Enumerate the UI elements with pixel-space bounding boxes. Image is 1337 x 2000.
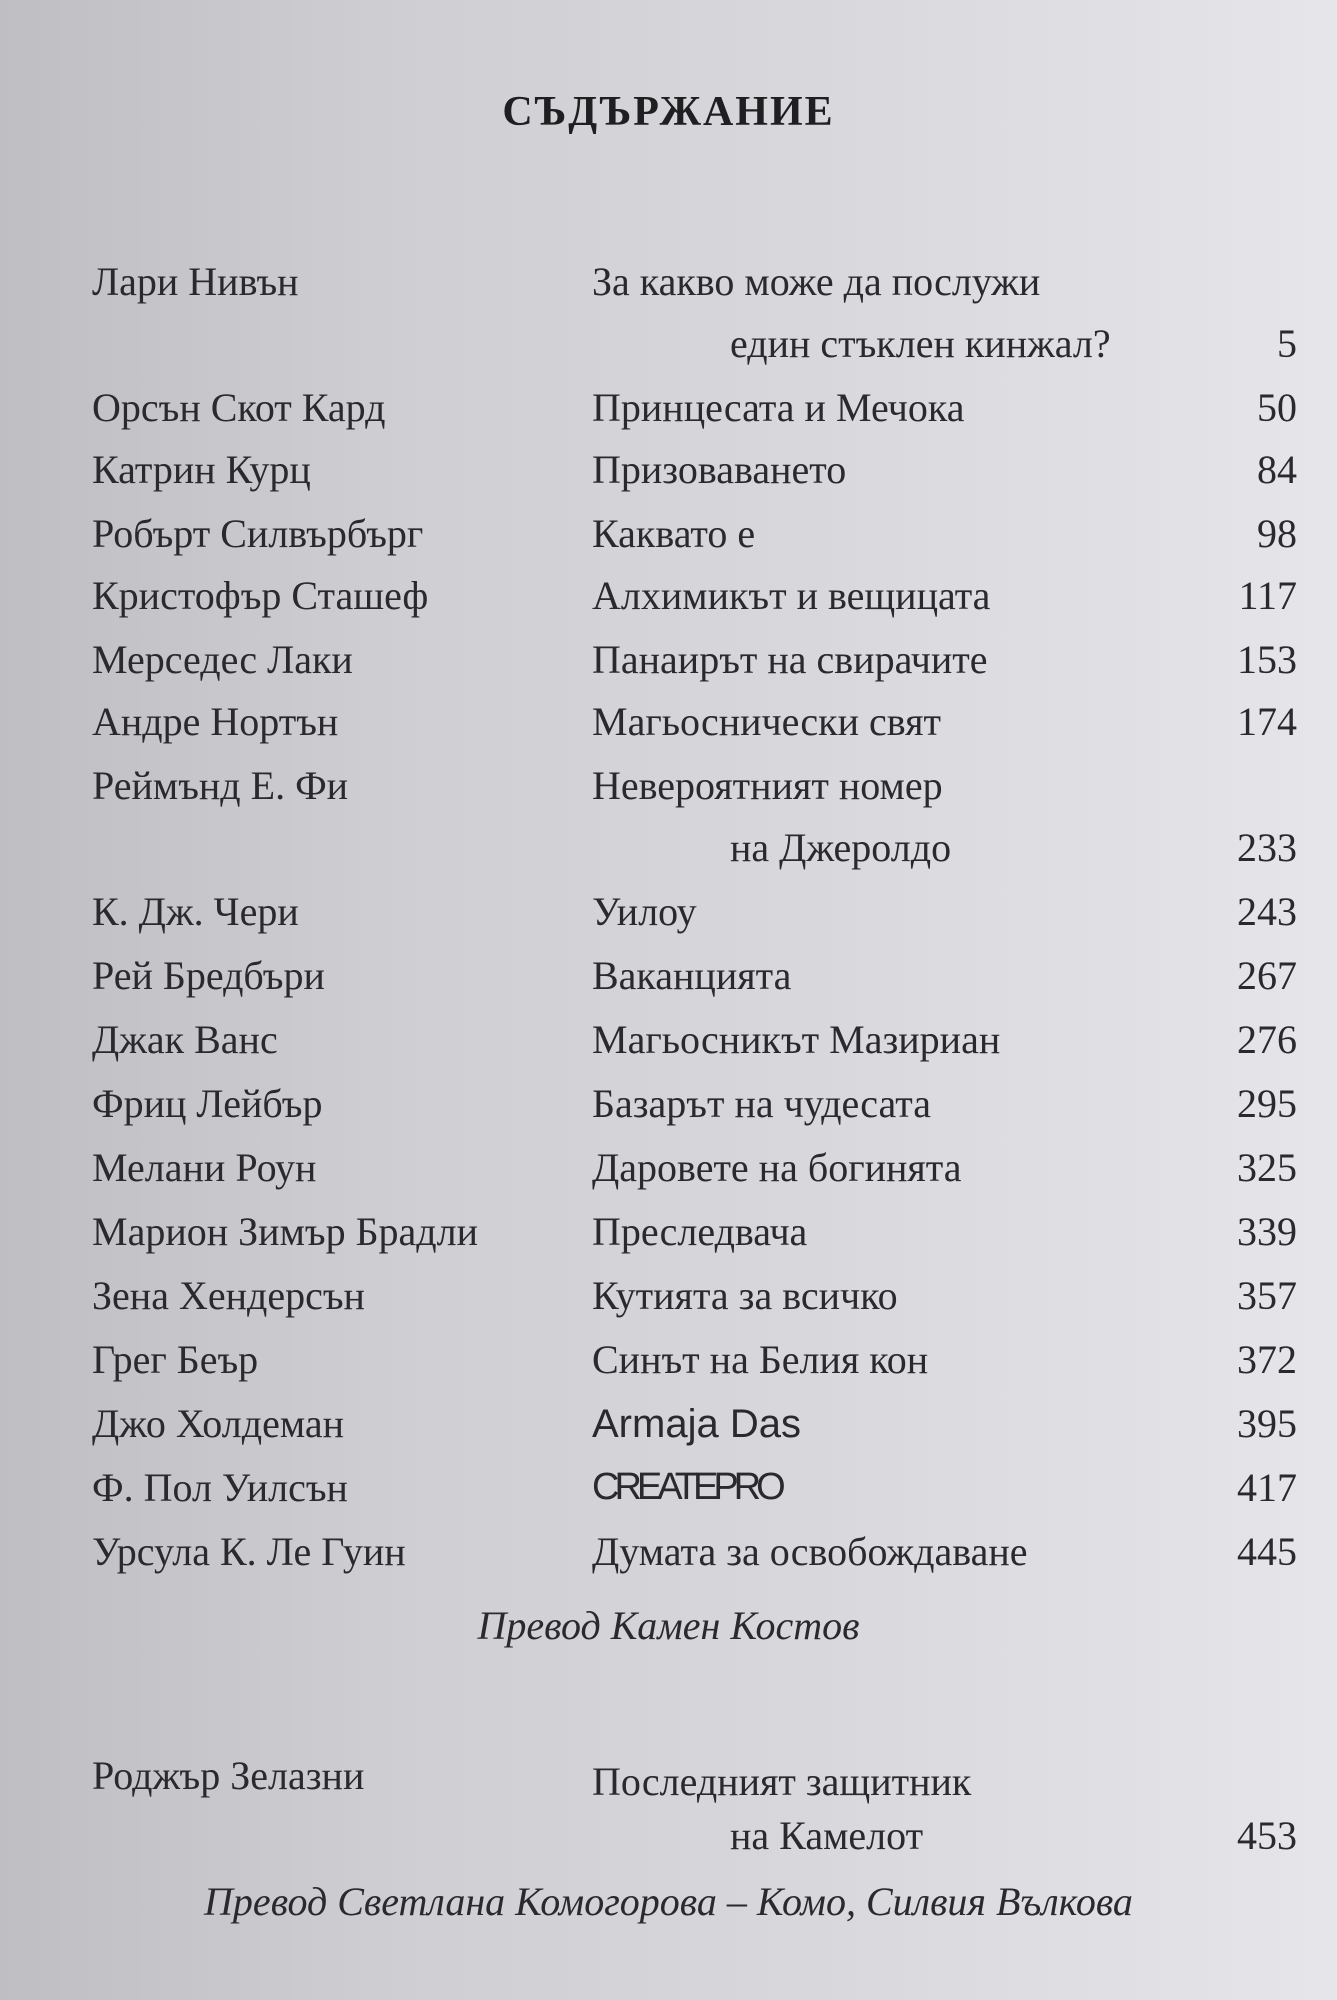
toc-page-number: 233 bbox=[1237, 825, 1297, 870]
toc-page-number: 267 bbox=[1237, 953, 1297, 998]
toc-page-number: 98 bbox=[1257, 511, 1297, 556]
toc-story-title: Armaja Das bbox=[592, 1402, 801, 1446]
toc-author: Мелани Роун bbox=[92, 1145, 317, 1190]
toc-story-title: Магьоснически свят bbox=[592, 699, 941, 744]
toc-story-title: Синът на Белия кон bbox=[592, 1337, 929, 1382]
toc-story-title: Призоваването bbox=[592, 447, 847, 492]
toc-page-number: 445 bbox=[1237, 1529, 1297, 1574]
toc-author: Андре Нортън bbox=[92, 699, 339, 744]
toc-page-number: 276 bbox=[1237, 1017, 1297, 1062]
toc-page-number: 339 bbox=[1237, 1209, 1297, 1254]
toc-author: Урсула К. Ле Гуин bbox=[92, 1529, 406, 1574]
toc-story-title: Алхимикът и вещицата bbox=[592, 573, 991, 618]
toc-author: Лари Нивън bbox=[92, 259, 299, 304]
toc-author: Зена Хендерсън bbox=[92, 1273, 365, 1318]
toc-story-title-cont: на Камелот bbox=[730, 1813, 924, 1858]
toc-author: Мерседес Лаки bbox=[92, 637, 353, 682]
toc-author: Грег Беър bbox=[92, 1337, 259, 1382]
toc-story-title: Панаирът на свирачите bbox=[592, 637, 988, 682]
toc-story-title: Ваканцията bbox=[592, 953, 792, 998]
toc-story-title-cont: на Джеролдо bbox=[730, 825, 952, 870]
toc-story-title: Уилоу bbox=[592, 889, 697, 934]
toc-page-number: 417 bbox=[1237, 1465, 1297, 1510]
toc-author: Марион Зимър Брадли bbox=[92, 1209, 479, 1254]
toc-story-title-cont: един стъклен кинжал? bbox=[730, 321, 1111, 366]
toc-story-title: Думата за освобождаване bbox=[592, 1529, 1028, 1574]
toc-page-number: 243 bbox=[1237, 889, 1297, 934]
toc-page-number: 84 bbox=[1257, 447, 1297, 492]
toc-author: Кристофър Сташеф bbox=[92, 573, 429, 618]
toc-story-title: Кутията за всичко bbox=[592, 1273, 898, 1318]
toc-page-number: 153 bbox=[1237, 637, 1297, 682]
toc-story-title: Принцесата и Мечока bbox=[592, 385, 965, 430]
toc-story-title: За какво може да послужи bbox=[592, 259, 1041, 304]
toc-page-number: 357 bbox=[1237, 1273, 1297, 1318]
toc-author: Катрин Курц bbox=[92, 447, 311, 492]
toc-story-title: CREATEPRO bbox=[592, 1466, 781, 1508]
page-title: СЪДЪРЖАНИЕ bbox=[502, 89, 835, 135]
toc-author: Ф. Пол Уилсън bbox=[92, 1465, 348, 1510]
toc-page-number: 453 bbox=[1237, 1813, 1297, 1858]
toc-story-title: Базарът на чудесата bbox=[592, 1081, 931, 1126]
toc-author: Джак Ванс bbox=[92, 1017, 278, 1062]
toc-page-number: 295 bbox=[1237, 1081, 1297, 1126]
toc-page-number: 117 bbox=[1238, 573, 1297, 618]
toc-page-number: 372 bbox=[1237, 1337, 1297, 1382]
toc-page-number: 50 bbox=[1257, 385, 1297, 430]
toc-story-title: Каквато е bbox=[592, 511, 756, 556]
toc-story-title: Невероятният номер bbox=[592, 763, 943, 808]
toc-page-number: 325 bbox=[1237, 1145, 1297, 1190]
toc-author: Рей Бредбъри bbox=[92, 953, 325, 998]
toc-story-title: Преследвача bbox=[592, 1209, 808, 1254]
toc-author: Фриц Лейбър bbox=[92, 1081, 323, 1126]
toc-page-number: 395 bbox=[1237, 1401, 1297, 1446]
toc-page-number: 174 bbox=[1237, 699, 1297, 744]
toc-author: Реймънд Е. Фи bbox=[92, 763, 349, 808]
toc-author: Орсън Скот Кард bbox=[92, 385, 386, 430]
toc-author: К. Дж. Чери bbox=[92, 889, 299, 934]
toc-author: Джо Холдеман bbox=[92, 1401, 345, 1446]
toc-page-number: 5 bbox=[1277, 321, 1297, 366]
toc-author: Робърт Силвърбърг bbox=[92, 511, 424, 556]
translator-credit: Превод Камен Костов bbox=[477, 1603, 860, 1648]
toc-story-title: Магьосникът Мазириан bbox=[592, 1017, 1001, 1062]
translator-credit: Превод Светлана Комогорова – Комо, Силвия Вълкова bbox=[204, 1879, 1133, 1924]
toc-story-title: Даровете на богинята bbox=[592, 1145, 962, 1190]
toc-story-title: Последният защитник bbox=[592, 1759, 972, 1804]
toc-author: Роджър Зелазни bbox=[92, 1753, 365, 1798]
